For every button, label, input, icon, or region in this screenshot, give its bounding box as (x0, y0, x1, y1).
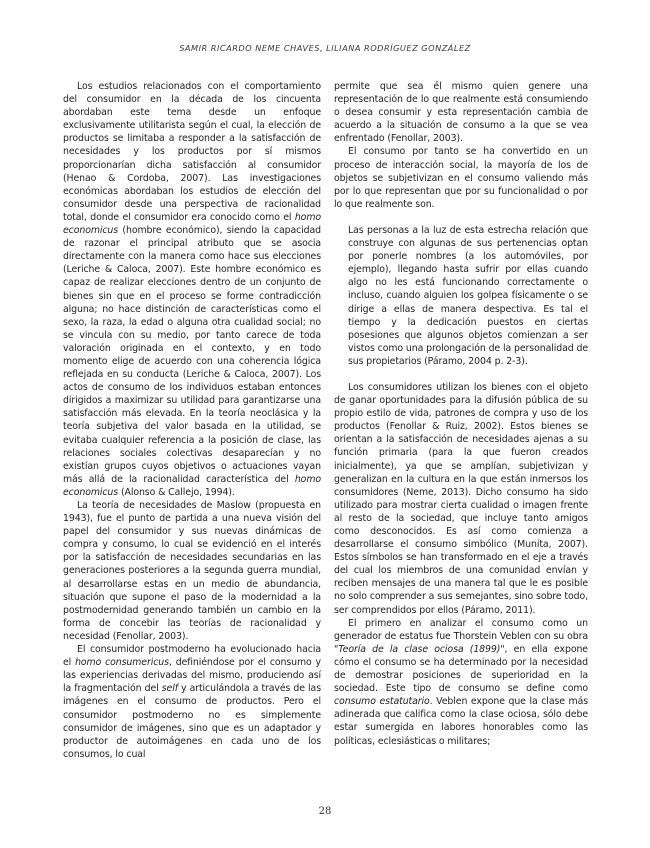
paragraph: Los estudios relacionados con el comportamiento del consumidor en la década de los cincuenta abordaban este tema desde un enfoque exclusivamente utilitarista según el cual, la elección de productos se limitaba a responder a la satisfacción de necesidades y los productos por sí mismos proporcionarían dicha satisfacción al consumidor (Henao & Cordoba, 2007). Las investigaciones económicas abordaban los estudios de elección del consumidor desde una perspectiva de racionalidad total, donde el consumidor era conocido como el homo economicus (hombre económico), siendo la capacidad de razonar el principal atributo que se asocia directamente con la manera como hace sus elecciones (Leriche & Caloca, 2007). Este hombre económico es capaz de realizar elecciones dentro de un conjunto de bienes sin que en el proceso se forme contradicción alguna; no hace distinción de características como el sexo, la raza, la edad o alguna otra cualidad social; no se vincula con su medio, por tanto carece de toda valoración originada en el contexto, y en todo momento elige de acuerdo con una coherencia lógica reflejada en su conducta (Leriche & Caloca, 2007). Los actos de consumo de los individuos estaban entonces dirigidos a maximizar su utilidad para garantizarse una satisfacción más elevada. En la teoría neoclásica y la teoría subjetiva del valor basada en la utilidad, se evitaba cualquier referencia a la posición de clase, las relaciones sociales colectivas desaparecían y no existían grupos cuyos objetivos o actuaciones vayan más allá de la racionalidad característica del homo economicus (Alonso & Callejo, 1994). (63, 81, 321, 498)
paragraph: El consumidor postmoderno ha evolucionado hacia el homo consumericus, definiéndose por el consumo y las experiencias derivadas del mismo, produciendo así la fragmentación del self y articulándola a través de las imágenes en el consumo de productos. Pero el consumidor postmoderno no es simplemente consumidor de imágenes, sino que es un adaptador y productor de autoimágenes en cada uno de los consumos, lo cual (63, 644, 321, 760)
paragraph: El consumo por tanto se ha convertido en un proceso de interacción social, la mayoría de los de objetos se subjetivizan en el consumo valiendo más por lo que representan que por su funcionalidad o por lo que realmente son. (334, 146, 588, 210)
paragraph: permite que sea él mismo quien genere una representación de lo que realmente está consumiendo o desea consumir y esta representación cambia de acuerdo a la situación de consumo a la que se vea enfrentado (Fenollar, 2003). (334, 81, 588, 145)
paragraph: La teoría de necesidades de Maslow (propuesta en 1943), fue el punto de partida a una nueva visión del papel del consumidor y sus nuevas dinámicas de compra y consumo, lo cual se evidenció en el interés por la satisfacción de necesidades secundarias en las generaciones posteriores a la segunda guerra mundial, al desarrollarse estas en un medio de abundancia, situación que supone el paso de la modernidad a la postmodernidad generando también un cambio en la forma de concebir las teorías de racionalidad y necesidad (Fenollar, 2003). (63, 500, 321, 642)
running-head: SAMIR RICARDO NEME CHAVES, LILIANA RODRÍGUEZ GONZÁLEZ (179, 43, 471, 53)
paragraph: El primero en analizar el consumo como un generador de estatus fue Thorstein Veblen con su obra "Teoría de la clase ociosa (1899)", en ella expone cómo el consumo se ha determinado por la necesidad de demostrar posiciones de superioridad en la sociedad. Este tipo de consumo se define como consumo estatutario. Veblen expone que la clase más adinerada que califica como la clase ociosa, sólo debe estar sumergida en labores honorables como las políticas, eclesiásticas o militares; (334, 617, 588, 747)
paragraph: Los consumidores utilizan los bienes con el objeto de ganar oportunidades para la difusión pública de su propio estilo de vida, patrones de compra y uso de los productos (Fenollar & Ruiz, 2002). Estos bienes se orientan a la satisfacción de necesidades ajenas a su función primaria (para la que fueron creados inicialmente), ya que se amplían, subjetivizan y generalizan en la cultura en la que están inmersos los consumidores (Neme, 2013). Dicho consumo ha sido utilizado para mostrar cierta cualidad o imagen frente al resto de la sociedad, que incluye tanto amigos como desconocidos. Es así como comienza a desarrollarse el consumo simbólico (Munita, 2007). Estos símbolos se han transformado en el eje a través del cual los miembros de una comunidad envían y reciben mensajes de una manera tal que le es posible no solo comprender a sus semejantes, sino sobre todo, ser comprendidos por ellos (Páramo, 2011). (334, 381, 588, 616)
page-number: 28 (318, 806, 332, 817)
left-column (63, 80, 321, 761)
block-quote (348, 224, 588, 368)
right-column (334, 80, 588, 748)
quote-text: Las personas a la luz de esta estrecha relación que construye con algunas de sus pertenencias optan por ponerle nombres (a los automóviles, por ejemplo), llegando hasta sufrir por ellas cuando algo no les está funcionando correctamente o incluso, cuando alguien los golpea físicamente o se dirige a ellas de manera despectiva. Es tal el tiempo y la dedicación puestos en ciertas posesiones que algunos objetos comienzan a ser vistos como una prolongación de la personalidad de sus propietarios (Páramo, 2004 p. 2-3). (348, 224, 588, 367)
